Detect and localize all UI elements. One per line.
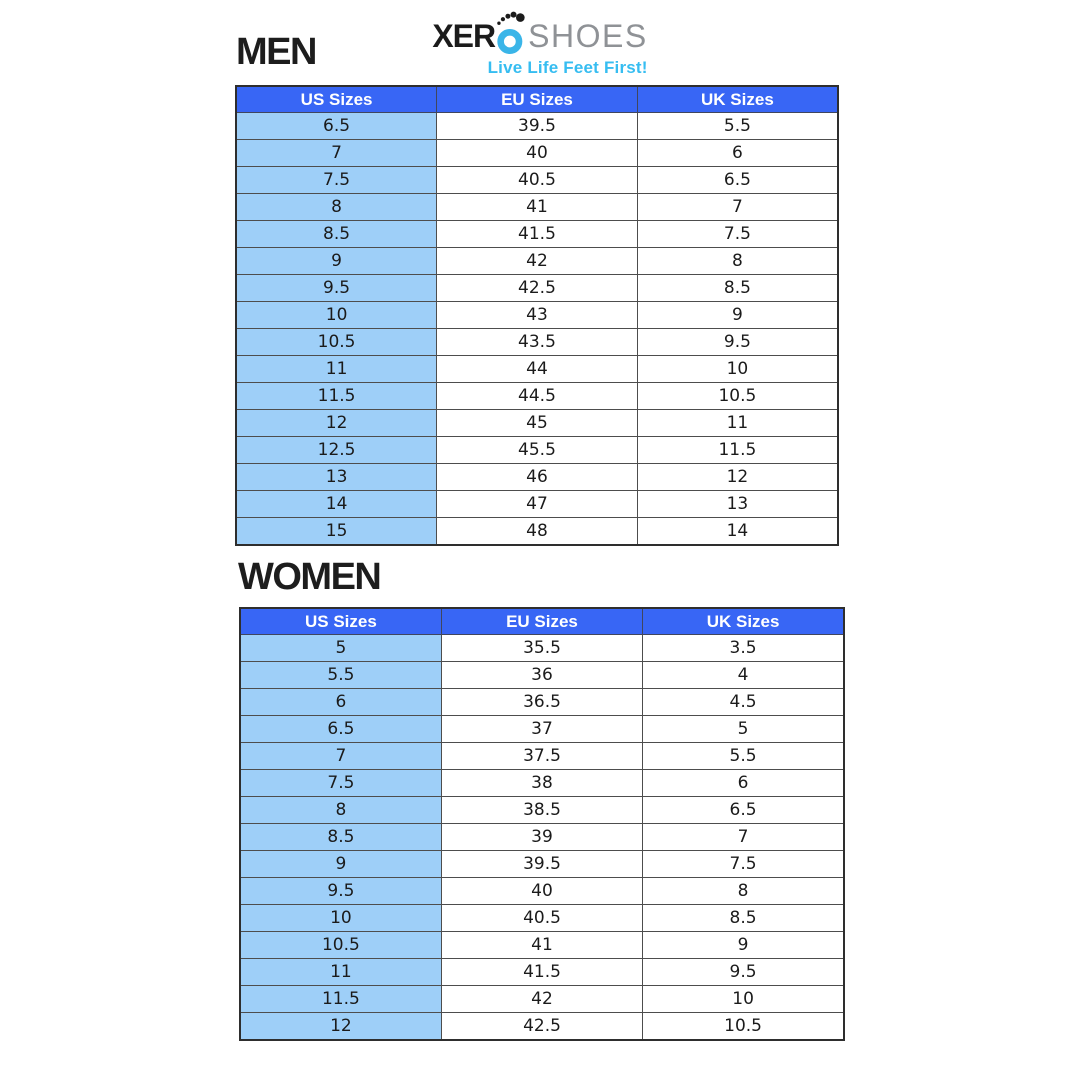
eu-size-cell: 40 (437, 140, 638, 167)
eu-size-cell: 36.5 (441, 689, 642, 716)
table-row (236, 518, 838, 546)
column-header: UK Sizes (637, 86, 838, 113)
table-row (236, 437, 838, 464)
eu-size-cell: 45.5 (437, 437, 638, 464)
uk-size-cell: 11.5 (637, 437, 838, 464)
table-row (236, 248, 838, 275)
eu-size-cell: 41.5 (437, 221, 638, 248)
men-size-table (235, 85, 839, 546)
uk-size-cell: 5 (643, 716, 844, 743)
us-size-cell: 5.5 (240, 662, 441, 689)
table-row (236, 221, 838, 248)
eu-size-cell: 41 (437, 194, 638, 221)
eu-size-cell: 37 (441, 716, 642, 743)
table-row (240, 851, 844, 878)
us-size-cell: 11 (240, 959, 441, 986)
eu-size-cell: 44 (437, 356, 638, 383)
table-row (236, 356, 838, 383)
us-size-cell: 10.5 (236, 329, 437, 356)
column-header: EU Sizes (441, 608, 642, 635)
us-size-cell: 13 (236, 464, 437, 491)
table-row (236, 410, 838, 437)
us-size-cell: 14 (236, 491, 437, 518)
table-row (240, 824, 844, 851)
us-size-cell: 10 (236, 302, 437, 329)
table-row (240, 770, 844, 797)
table-row (240, 905, 844, 932)
logo-text-shoes: SHOES (528, 18, 648, 54)
table-row (240, 959, 844, 986)
men-table-body (236, 113, 838, 546)
uk-size-cell: 9 (637, 302, 838, 329)
table-row (240, 716, 844, 743)
eu-size-cell: 42 (437, 248, 638, 275)
us-size-cell: 6.5 (236, 113, 437, 140)
uk-size-cell: 9 (643, 932, 844, 959)
men-table-head (236, 86, 838, 113)
uk-size-cell: 6.5 (643, 797, 844, 824)
uk-size-cell: 3.5 (643, 635, 844, 662)
uk-size-cell: 10 (637, 356, 838, 383)
uk-size-cell: 8.5 (643, 905, 844, 932)
eu-size-cell: 43.5 (437, 329, 638, 356)
eu-size-cell: 41 (441, 932, 642, 959)
uk-size-cell: 10.5 (637, 383, 838, 410)
table-row (240, 743, 844, 770)
table-row (240, 986, 844, 1013)
us-size-cell: 7.5 (236, 167, 437, 194)
us-size-cell: 8.5 (236, 221, 437, 248)
column-header: EU Sizes (437, 86, 638, 113)
us-size-cell: 11 (236, 356, 437, 383)
table-row (240, 662, 844, 689)
us-size-cell: 12 (236, 410, 437, 437)
table-row (240, 797, 844, 824)
uk-size-cell: 11 (637, 410, 838, 437)
women-table-head (240, 608, 844, 635)
eu-size-cell: 39.5 (437, 113, 638, 140)
us-size-cell: 6 (240, 689, 441, 716)
uk-size-cell: 7 (643, 824, 844, 851)
eu-size-cell: 45 (437, 410, 638, 437)
us-size-cell: 12 (240, 1013, 441, 1041)
uk-size-cell: 7.5 (643, 851, 844, 878)
eu-size-cell: 47 (437, 491, 638, 518)
us-size-cell: 9.5 (240, 878, 441, 905)
xero-shoes-logo (432, 10, 647, 78)
women-table-body (240, 635, 844, 1041)
eu-size-cell: 41.5 (441, 959, 642, 986)
eu-size-cell: 42.5 (437, 275, 638, 302)
eu-size-cell: 42 (441, 986, 642, 1013)
eu-size-cell: 38.5 (441, 797, 642, 824)
uk-size-cell: 6 (643, 770, 844, 797)
table-row (236, 491, 838, 518)
uk-size-cell: 10.5 (643, 1013, 844, 1041)
us-size-cell: 10.5 (240, 932, 441, 959)
table-row (236, 167, 838, 194)
us-size-cell: 11.5 (236, 383, 437, 410)
uk-size-cell: 14 (637, 518, 838, 546)
us-size-cell: 11.5 (240, 986, 441, 1013)
table-row (240, 1013, 844, 1041)
us-size-cell: 12.5 (236, 437, 437, 464)
us-size-cell: 9 (240, 851, 441, 878)
us-size-cell: 8 (240, 797, 441, 824)
eu-size-cell: 40.5 (441, 905, 642, 932)
table-row (236, 275, 838, 302)
eu-size-cell: 36 (441, 662, 642, 689)
eu-size-cell: 37.5 (441, 743, 642, 770)
table-header-row (240, 608, 844, 635)
uk-size-cell: 7 (637, 194, 838, 221)
eu-size-cell: 38 (441, 770, 642, 797)
us-size-cell: 8 (236, 194, 437, 221)
women-size-table (239, 607, 845, 1041)
table-row (236, 302, 838, 329)
uk-size-cell: 12 (637, 464, 838, 491)
eu-size-cell: 46 (437, 464, 638, 491)
table-row (236, 329, 838, 356)
men-section-title: MEN (236, 31, 316, 73)
table-row (236, 383, 838, 410)
table-row (236, 464, 838, 491)
eu-size-cell: 39 (441, 824, 642, 851)
column-header: US Sizes (240, 608, 441, 635)
table-row (240, 635, 844, 662)
logo-wordmark (432, 10, 647, 54)
uk-size-cell: 13 (637, 491, 838, 518)
eu-size-cell: 48 (437, 518, 638, 546)
uk-size-cell: 7.5 (637, 221, 838, 248)
table-row (240, 878, 844, 905)
us-size-cell: 8.5 (240, 824, 441, 851)
us-size-cell: 6.5 (240, 716, 441, 743)
eu-size-cell: 44.5 (437, 383, 638, 410)
eu-size-cell: 40.5 (437, 167, 638, 194)
logo-text-xer: XER (432, 18, 496, 54)
uk-size-cell: 8 (637, 248, 838, 275)
column-header: US Sizes (236, 86, 437, 113)
us-size-cell: 5 (240, 635, 441, 662)
eu-size-cell: 43 (437, 302, 638, 329)
us-size-cell: 9.5 (236, 275, 437, 302)
us-size-cell: 7 (236, 140, 437, 167)
uk-size-cell: 6 (637, 140, 838, 167)
uk-size-cell: 10 (643, 986, 844, 1013)
us-size-cell: 7.5 (240, 770, 441, 797)
us-size-cell: 15 (236, 518, 437, 546)
uk-size-cell: 5.5 (637, 113, 838, 140)
footprint-o-icon (496, 10, 525, 54)
logo-tagline: Live Life Feet First! (487, 58, 648, 77)
uk-size-cell: 6.5 (637, 167, 838, 194)
us-size-cell: 9 (236, 248, 437, 275)
uk-size-cell: 9.5 (643, 959, 844, 986)
uk-size-cell: 4 (643, 662, 844, 689)
table-row (236, 194, 838, 221)
table-row (236, 113, 838, 140)
table-row (240, 689, 844, 716)
uk-size-cell: 8.5 (637, 275, 838, 302)
column-header: UK Sizes (643, 608, 844, 635)
eu-size-cell: 35.5 (441, 635, 642, 662)
table-row (240, 932, 844, 959)
table-row (236, 140, 838, 167)
uk-size-cell: 9.5 (637, 329, 838, 356)
women-section-title: WOMEN (238, 556, 381, 598)
table-header-row (236, 86, 838, 113)
uk-size-cell: 4.5 (643, 689, 844, 716)
uk-size-cell: 5.5 (643, 743, 844, 770)
us-size-cell: 10 (240, 905, 441, 932)
uk-size-cell: 8 (643, 878, 844, 905)
eu-size-cell: 39.5 (441, 851, 642, 878)
eu-size-cell: 42.5 (441, 1013, 642, 1041)
us-size-cell: 7 (240, 743, 441, 770)
eu-size-cell: 40 (441, 878, 642, 905)
